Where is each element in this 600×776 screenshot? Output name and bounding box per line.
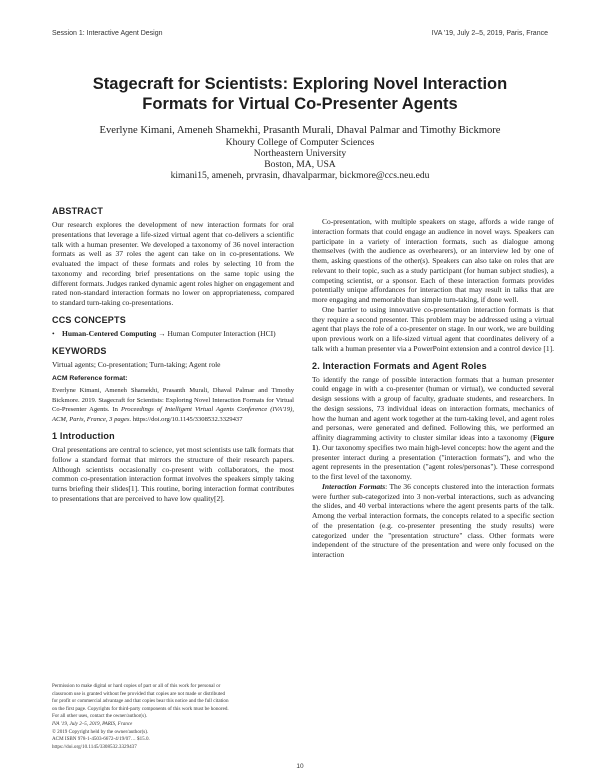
introduction-heading: 1 Introduction xyxy=(52,431,115,441)
affiliation-university: Northeastern University xyxy=(253,148,347,159)
affiliation-location: Boston, MA, USA xyxy=(264,159,336,170)
paper-title: Stagecraft for Scientists: Exploring Novel Interaction Formats for Virtual Co-Presenter Agents xyxy=(92,75,508,113)
affiliation-college: Khoury College of Computer Sciences xyxy=(225,137,375,148)
reference-plain: Everlyne Kimani, Ameneh Shamekhi, Prasanth Murali, Dhaval Palmar and Timothy Bickmore. 2019. Stagecraft for Scientists: Exploring Novel Interaction Formats for Virtual Co-Presenter Agents. In xyxy=(52,387,294,413)
reference-text xyxy=(52,386,294,424)
ccs-item-bold: Human-Centered Computing xyxy=(62,328,157,338)
taxonomy-text-b: ). Our taxonomy specifies two main high-level concepts: how the agent and the presenter interact during a presentation ("interaction formats"), and who the agent represents in the presentation ("agent roles/personas"). These correspond to the first level of the taxonomy. xyxy=(312,442,554,481)
permission-line: ACM ISBN 978-1-4503-6672-4/19/07… $15.0. xyxy=(52,736,150,743)
permission-line: © 2019 Copyright held by the owner/author(s). xyxy=(52,728,149,735)
permission-line: on the first page. Copyrights for third-party components of this work must be honored. xyxy=(52,705,229,712)
interaction-formats-paragraph xyxy=(312,482,554,560)
author-block xyxy=(40,124,560,181)
running-header xyxy=(52,30,548,40)
bullet-icon: • xyxy=(52,328,55,338)
figure-reference: Figure 1 xyxy=(312,433,554,452)
keywords-text: Virtual agents; Co-presentation; Turn-taking; Agent role xyxy=(52,359,221,369)
permission-line: classroom use is granted without fee provided that copies are not made or distributed xyxy=(52,690,225,697)
left-column xyxy=(52,205,294,504)
right-column xyxy=(312,217,554,560)
permission-line: for profit or commercial advantage and that copies bear this notice and the full citation xyxy=(52,698,229,705)
abstract-text: Our research explores the development of new interaction formats for oral presentations that leverage a life-sized virtual agent that co-delivers a scientific talk with a human presenter. We developed a taxonomy of 36 novel interaction formats as well as 37 roles the agent can take on in co-presentations. We evaluated the impact of these formats and roles by selecting 10 from the taxonomy and recording brief presentations on the same topic using the different formats. Judges ranked dynamic agent roles higher on engagement and rated non-standard interaction formats no lower on appropriateness, compared to standard turn-taking co-presentations. xyxy=(52,220,294,307)
page-number: 10 xyxy=(296,763,304,770)
ccs-item-rest: → Human Computer Interaction (HCI) xyxy=(156,328,276,338)
introduction-text: Oral presentations are central to science, yet most scientists use talk formats that follow a standard format that mirrors the structure of their research papers. Although scientists occasionally co-present with collaborators, the most common co-presentation interaction format involves the speakers simply taking turns briefing their slides[1]. This routine, boring interaction format contributes to presentations that are perceived to have low quality[2]. xyxy=(52,445,294,503)
permission-line: Permission to make digital or hard copies of part or all of this work for personal or xyxy=(52,683,221,689)
interaction-formats-label: Interaction Formats xyxy=(322,481,386,491)
ccs-heading: CCS CONCEPTS xyxy=(52,314,126,325)
permission-line: IVA '19, July 2–5, 2019, PARIS, France xyxy=(52,720,133,727)
reference-heading: ACM Reference format: xyxy=(52,375,128,383)
permission-line: For all other uses, contact the owner/author(s). xyxy=(52,713,148,720)
header-conference: IVA '19, July 2–5, 2019, Paris, France xyxy=(431,30,548,37)
copresentation-paragraph: Co-presentation, with multiple speakers on stage, affords a wide range of interaction formats that could engage an audience in novel ways. Speakers can participate in a variety of interaction formats, such as dialogue among themselves (with the audience as overhearers), or an interview led by one of them, asking questions of the other(s). Speakers can also take on roles that are relevant to their topic, such as a study participant (for human subject studies), a competing scientist, or a sponsor. Each of these interaction formats provides potentially unique affordances for interaction that may result in talks that are more engaging and memorable than simple turn-taking, if done well. xyxy=(312,217,554,304)
keywords-heading: KEYWORDS xyxy=(52,345,107,356)
reference-italic: Proceedings of Intelligent Virtual Agents Conference (IVA'19), ACM, Paris, France, 3 pages. xyxy=(52,406,294,423)
taxonomy-text-a: To identify the range of possible interaction formats that a human presenter could engage in with a co-presenter (human or virtual), we conducted several design sessions with a group of faculty, graduate students, and researchers. In the design sessions, 73 individual ideas on interaction formats, mechanics of how the human and agent work together at the turn-taking level, and agent roles and personas, were generated and defined. Following this, we performed an affinity diagramming activity to cluster similar ideas into a taxonomy ( xyxy=(312,374,554,442)
interaction-formats-text: : The 36 concepts clustered into the interaction formats were further sub-categorized into 3 non-verbal interactions, such as advancing the slides, and 40 verbal interactions where the agent presents parts of the talk. Among the verbal interaction formats, the concepts related to a specific section of the presentation (e.g. co-presenter presenting the study results) were categorized under the "presentation structure" class. Other formats were independent of the structure of the presentation and were only focused on the interaction xyxy=(312,481,554,559)
abstract-heading: ABSTRACT xyxy=(52,206,104,216)
permission-block xyxy=(52,683,294,751)
reference-doi-link[interactable]: https://doi.org/10.1145/3308532.3329437 xyxy=(131,415,243,423)
author-emails: kimani15, ameneh, prvrasin, dhavalparmar, bickmore@ccs.neu.edu xyxy=(170,170,430,181)
header-session: Session 1: Interactive Agent Design xyxy=(52,30,163,37)
barrier-paragraph: One barrier to using innovative co-presentation interaction formats is that they require a second presenter. This problem may be addressed using a virtual agent that plays the role of a co-presenter on stage. In our work, we are building upon previous work on a life-sized virtual agent that coordinates delivery of a talk with a human presenter via a PowerPoint extension and a control device [1]. xyxy=(312,304,555,353)
ccs-item xyxy=(52,329,294,339)
section2-heading: 2. Interaction Formats and Agent Roles xyxy=(312,360,487,371)
taxonomy-paragraph xyxy=(312,375,554,482)
author-names: Everlyne Kimani, Ameneh Shamekhi, Prasanth Murali, Dhaval Palmar and Timothy Bickmore xyxy=(99,125,501,136)
permission-doi-link[interactable]: https://doi.org/10.1145/3308532.3329437 xyxy=(52,743,137,750)
